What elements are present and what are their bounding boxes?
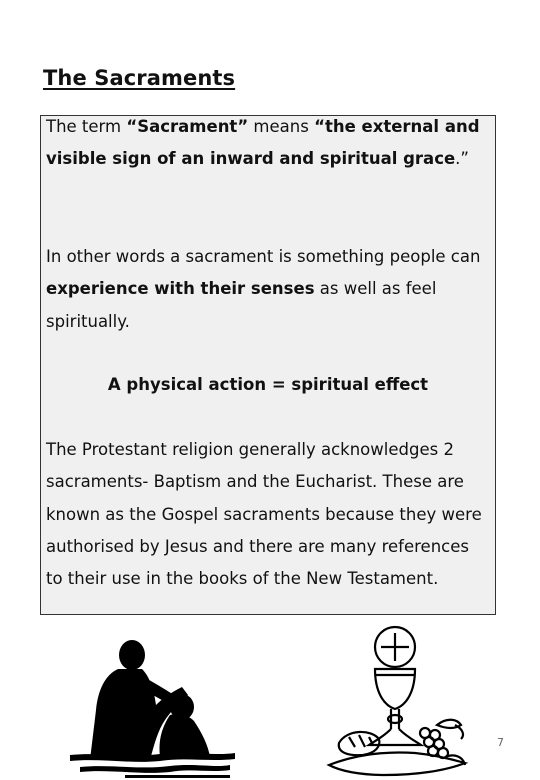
means-text: means	[248, 117, 315, 136]
close-quote: ”	[237, 117, 249, 136]
baptism-illustration	[70, 635, 235, 780]
protestant-paragraph: The Protestant religion generally acknowledges 2 sacraments- Baptism and the Eucharist. These are known as the Gospel sacraments because they were authorised by Jesus and there are many references to their use in the books of the New Testament.	[46, 440, 482, 589]
definition-paragraph	[46, 111, 490, 176]
eucharist-illustration	[325, 625, 470, 780]
equation-line: A physical action = spiritual effect	[107, 375, 429, 394]
other-words-bold: experience with their senses	[46, 279, 315, 299]
other-words-tail: as well as feel spiritually.	[46, 279, 437, 331]
page-title: The Sacraments	[43, 66, 236, 90]
other-words-paragraph	[46, 241, 490, 338]
definition-prefix: The term	[46, 117, 127, 136]
open-quote-2: “	[314, 117, 325, 136]
open-quote: “	[126, 117, 138, 136]
definition-meaning: the external and visible sign of an inward and spiritual grace	[46, 117, 480, 169]
term: Sacrament	[137, 117, 238, 136]
other-words-lead: In other words a sacrament is something people can	[46, 247, 481, 266]
close-quote-2: .”	[455, 149, 469, 169]
page-number: 7	[497, 736, 504, 749]
